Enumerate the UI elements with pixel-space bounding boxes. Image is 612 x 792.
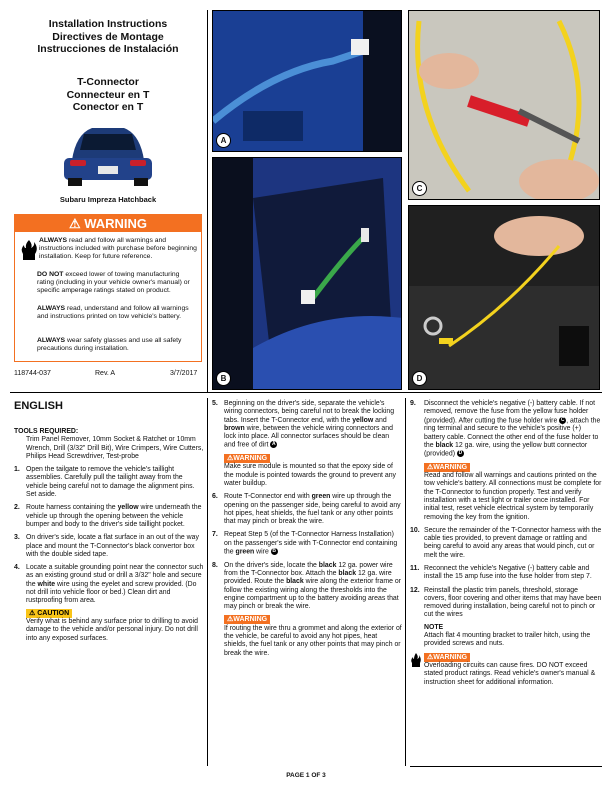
step-5: 5. Beginning on the driver's side, separate the vehicle's wiring connectors, being careful not to break the locking tabs. Insert the T-Connector end, with the yellow and brown wire, between the vehicle wiring connectors and lock into place. All connector surfaces should be clean and free of dirt A xyxy=(212,400,395,449)
column-divider-1 xyxy=(207,398,208,766)
warning-paragraph-3: ALWAYS read, understand and follow all warnings and instructions printed on tow vehicle's battery. xyxy=(37,305,189,321)
column-3 xyxy=(410,400,602,687)
product-en: T-Connector xyxy=(77,76,139,88)
warning-triangle-icon: ⚠ xyxy=(68,216,81,231)
warning-tag-3: ⚠WARNING xyxy=(424,463,470,472)
column-2 xyxy=(212,400,402,658)
photo-d-image xyxy=(409,206,600,390)
header-divider xyxy=(207,10,208,392)
step-10: 10. Secure the remainder of the T-Connector harness with the cable ties provided, to prevent damage or rattling and being careful to avoid any areas that would pinch, cut or melt the wire. xyxy=(410,526,602,559)
step-8: 8. On the driver's side, locate the black 12 ga. power wire from the T-Connector box. Attach the black 12 ga. wire provided. Route the black wire along the exterior frame or follow the existing wiring along the thresholds into the engine compartment up to the battery avoiding areas that may pinch or break the wire. xyxy=(212,561,401,611)
warning-title: WARNING xyxy=(84,216,148,231)
photo-b xyxy=(212,157,402,390)
title-es: Instrucciones de Instalación xyxy=(37,43,179,55)
step-4: 4. Locate a suitable grounding point near the connector such as an existing ground stud or drill a 3/32" hole and secure the white wire using the eyelet and screw provided. (Do not drill into vehicle floor or bed.) Clean dirt and rustproofing from area. xyxy=(14,564,204,605)
column-1 xyxy=(14,428,204,643)
warning-box xyxy=(14,214,202,362)
ref-d-badge: D xyxy=(458,450,463,457)
note-text: Attach flat 4 mounting bracket to trailer hitch, using the provided screws and nuts. xyxy=(424,632,591,648)
tools-text: Trim Panel Remover, 10mm Socket & Ratchet or 10mm Wrench, Drill (3/32" Drill Bit), Wire Crimpers, Wire Cutters, Philips Head Screwdriver, Test-probe xyxy=(26,436,204,460)
step-12: 12. Reinstall the plastic trim panels, threshold, storage covers, floor covering and other items that may have been removed during installation, being careful not to pinch or cut the wires xyxy=(410,586,602,619)
vehicle-caption: Subaru Impreza Hatchback xyxy=(59,195,157,204)
photo-a xyxy=(212,10,402,152)
photo-d-label: D xyxy=(412,371,427,386)
product-es: Conector en T xyxy=(72,101,144,113)
fire-hand-icon-small xyxy=(410,653,422,667)
warning-block-2: ⚠WARNING If routing the wire thru a grommet and along the exterior of the vehicle, be careful to avoid any hot pipes, heat shields, the fuel tank or any other points that may pinch or break the wire. xyxy=(224,616,402,657)
caution-block xyxy=(14,609,204,643)
note-label: NOTE xyxy=(424,623,444,631)
step-7: 7. Repeat Step 5 (of the T-Connector Harness Installation) on the passenger's side with T-Connector end containing the green wire B xyxy=(212,531,398,556)
warning-header xyxy=(15,215,201,232)
step-9: 9. Disconnect the vehicle's negative (-) battery cable. If not removed, remove the fuse from the yellow fuse holder (provided). After cutting the fuse holder wire C , attach the ring terminal and secure to the vehicle's positive (+) battery cable. Connect the other end of the fuse holder to the black 12 ga. wire, using the yellow butt connector (provided) D xyxy=(410,400,601,458)
warning-block-3: ⚠WARNING Read and follow all warnings and cautions printed on the tow vehicle's battery. All connections must be complete for the T-Connector to function properly. Test and verify installation with a test light or trailer once installed. For initial test, reset vehicle electrical system by temporarily removing the key from the ignition. xyxy=(424,463,602,521)
tools-label: TOOLS REQUIRED: xyxy=(14,428,79,435)
product-names xyxy=(14,76,202,114)
warning-tag-4: ⚠WARNING xyxy=(424,653,470,662)
warning-tag-2: ⚠WARNING xyxy=(224,615,270,624)
bottom-rule xyxy=(410,766,602,767)
part-number: 118744-037 xyxy=(14,370,51,377)
section-divider xyxy=(10,392,602,393)
ref-c-badge: C xyxy=(560,416,565,423)
warning-paragraph-1: ALWAYS read and follow all warnings and instructions included with purchase before beginning installation. Keep for future reference. xyxy=(39,237,197,261)
ref-b-badge: B xyxy=(272,548,277,555)
warning-tag-1: ⚠WARNING xyxy=(224,454,270,463)
photo-b-image xyxy=(213,158,402,390)
column-divider-2 xyxy=(405,398,406,766)
photo-d xyxy=(408,205,600,390)
section-title-english: ENGLISH xyxy=(14,400,63,412)
warning-paragraph-2: DO NOT exceed lower of towing manufacturing rating (including in your vehicle owner's manual) or specific amperage ratings stated on product. xyxy=(37,271,190,295)
step-6: 6. Route T-Connector end with green wire up through the opening on the passenger side, being careful to avoid any hot pipes, heat shields, the fuel tank or any other points that may pinch or break the wire. xyxy=(212,493,401,526)
warning-block-4: ⚠WARNING Overloading circuits can cause fires. DO NOT exceed stated product ratings. Read vehicle's owner's manual & instruction sheet for additional information. xyxy=(410,653,602,687)
photo-a-label: A xyxy=(216,133,231,148)
photo-a-image xyxy=(213,11,402,152)
step-2: 2. Route harness containing the yellow wire underneath the vehicle up through the opening between the vehicle bumper and body to the driver's side taillight pocket. xyxy=(14,504,202,528)
page-number: PAGE 1 OF 3 xyxy=(286,772,326,779)
title-fr: Directives de Montage xyxy=(52,30,164,43)
vehicle-photo xyxy=(58,120,158,190)
photo-c xyxy=(408,10,600,200)
step-3: 3. On driver's side, locate a flat surface in an out of the way place and mount the T-Connector's black convertor box with the double sided tape. xyxy=(14,534,199,558)
caution-tag: ⚠ CAUTION xyxy=(26,609,72,618)
photo-c-label: C xyxy=(412,181,427,196)
title-en: Installation Instructions xyxy=(48,18,168,30)
date: 3/7/2017 xyxy=(170,370,198,377)
warning-block-1: ⚠WARNING Make sure module is mounted so that the epoxy side of the module is pointed towards the ground to prevent any water buildup. xyxy=(224,455,396,487)
product-fr: Connecteur en T xyxy=(66,88,150,101)
warning-paragraph-4: ALWAYS wear safety glasses and use all safety precautions during installation. xyxy=(37,337,182,353)
caution-text: Verify what is behind any surface prior to drilling to avoid damage to the vehicle and/or personal injury. Do not drill into any exposed surfaces. xyxy=(26,617,198,642)
note-block xyxy=(410,624,602,649)
photo-c-image xyxy=(409,11,600,200)
step-1: 1. Open the tailgate to remove the vehicle's taillight assemblies. Carefully pull the tailight away from the vehicle being careful not to damage the alignment pins. Set aside. xyxy=(14,466,195,499)
fire-hand-icon xyxy=(19,239,39,261)
ref-a-badge: A xyxy=(272,441,276,448)
document-titles xyxy=(14,18,202,56)
step-11: 11. Reconnect the vehicle's Negative (-) battery cable and install the 15 amp fuse into the fuse holder from step 7. xyxy=(410,565,592,581)
revision: Rev. A xyxy=(95,370,116,377)
photo-b-label: B xyxy=(216,371,231,386)
